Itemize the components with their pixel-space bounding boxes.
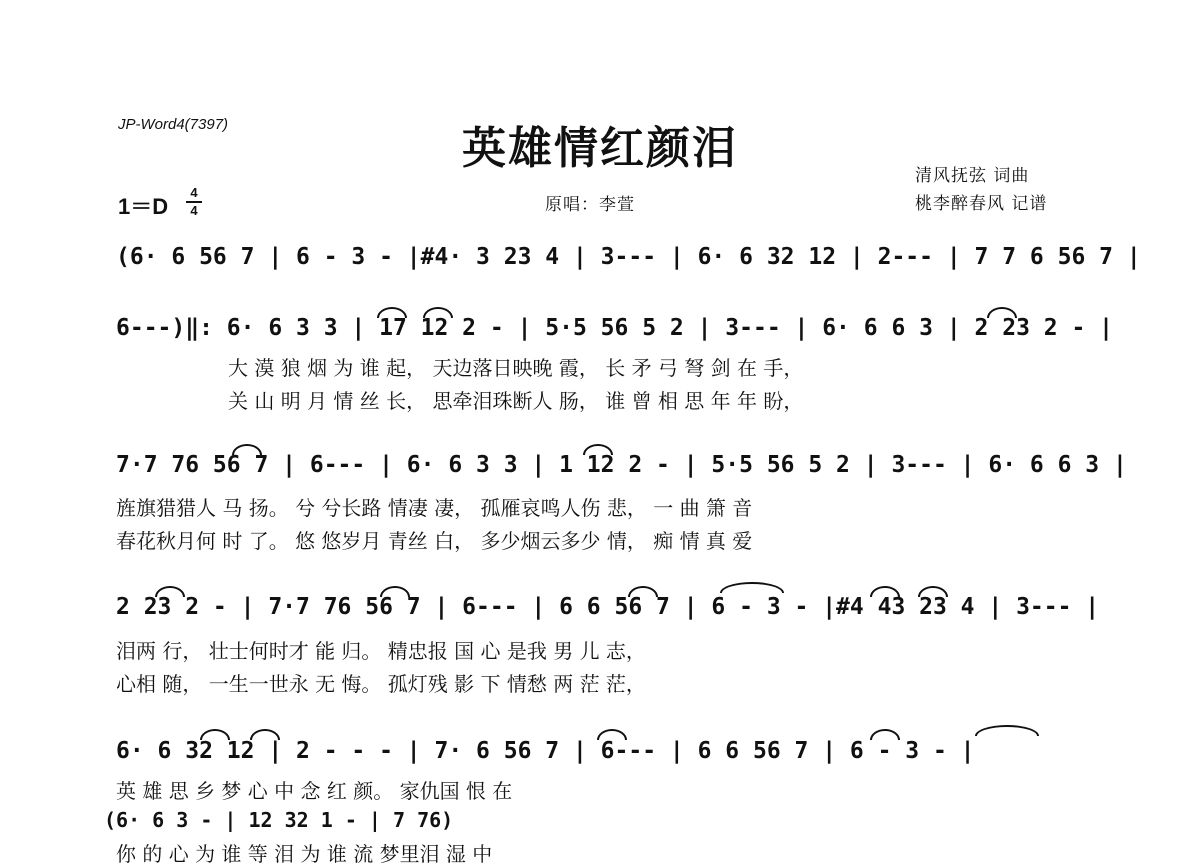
lyrics-line-2-verse-1: 大 漠 狼 烟 为 谁 起， 天边落日映晚 霞， 长 矛 弓 弩 剑 在 手， — [228, 356, 804, 380]
slur-mark — [975, 725, 1039, 736]
lyrics-line-2-verse-2: 关 山 明 月 情 丝 长， 思牵泪珠断人 肠， 谁 曾 相 思 年 年 盼， — [228, 389, 804, 413]
slur-mark — [918, 586, 948, 597]
slur-mark — [423, 307, 453, 318]
score-line-4: 2 23 2 - | 7·7 76 56 7 | 6--- | 6 6 56 7 | 6 - 3 - |#4 43 23 4 | 3--- | — [116, 594, 1100, 620]
slur-mark — [583, 444, 613, 455]
slur-mark — [380, 586, 410, 597]
score-line-3: 7·7 76 56 7 | 6--- | 6· 6 3 3 | 1 12 2 - | 5·5 56 5 2 | 3--- | 6· 6 6 3 | — [116, 452, 1127, 478]
lyrics-line-4-verse-2: 心相 随， 一生一世永 无 悔。 孤灯残 影 下 情愁 两 茫 茫， — [116, 672, 646, 696]
time-bottom: 4 — [190, 203, 198, 218]
score-line-2: 6---)‖: 6· 6 3 3 | 17 12 2 - | 5·5 56 5 2 | 3--- | 6· 6 6 3 | 2 23 2 - | — [116, 315, 1113, 341]
score-line-6: (6· 6 3 - | 12 32 1 - | 7 76) — [104, 808, 454, 832]
lyrics-line-6-verse-1: 你 的 心 为 谁 等 泪 为 谁 流 梦里泪 湿 中 — [116, 842, 493, 866]
credit-lyrics-music: 清风抚弦 词曲 — [915, 166, 1030, 186]
key-signature: 1＝D — [118, 194, 169, 219]
slur-mark — [628, 586, 658, 597]
lyrics-line-3-verse-1: 旌旗猎猎人 马 扬。 兮 兮长路 情凄 凄， 孤雁哀鸣人伤 悲， 一 曲 箫 音 — [116, 496, 753, 520]
score-line-1: (6· 6 56 7 | 6 - 3 - |#4· 3 23 4 | 3--- | 6· 6 32 12 | 2--- | 7 7 6 56 7 | — [116, 244, 1141, 270]
score-line-5: 6· 6 32 12 | 2 - - - | 7· 6 56 7 | 6--- | 6 6 56 7 | 6 - 3 - | — [116, 738, 975, 764]
singer-credit: 原唱：李萱 — [545, 195, 635, 215]
slur-mark — [870, 729, 900, 740]
slur-mark — [155, 586, 185, 597]
lyrics-line-3-verse-2: 春花秋月何 时 了。 悠 悠岁月 青丝 白， 多少烟云多少 情， 痴 情 真 爱 — [116, 529, 753, 553]
slur-mark — [250, 729, 280, 740]
slur-mark — [870, 586, 900, 597]
slur-mark — [377, 307, 407, 318]
time-top: 4 — [190, 185, 198, 200]
slur-mark — [720, 582, 784, 593]
slur-mark — [597, 729, 627, 740]
slur-mark — [232, 444, 262, 455]
slur-mark — [200, 729, 230, 740]
time-signature — [186, 186, 202, 218]
credit-transcriber: 桃李醉春风 记谱 — [915, 194, 1048, 214]
slur-mark — [987, 307, 1017, 318]
lyrics-line-5-verse-1: 英 雄 思 乡 梦 心 中 念 红 颜。 家仇国 恨 在 — [116, 779, 513, 803]
lyrics-line-4-verse-1: 泪两 行， 壮士何时才 能 归。 精忠报 国 心 是我 男 儿 志， — [116, 639, 646, 663]
song-title: 英雄情红颜泪 — [462, 123, 738, 174]
credits — [915, 162, 1047, 218]
software-label: JP-Word4(7397) — [118, 116, 229, 133]
